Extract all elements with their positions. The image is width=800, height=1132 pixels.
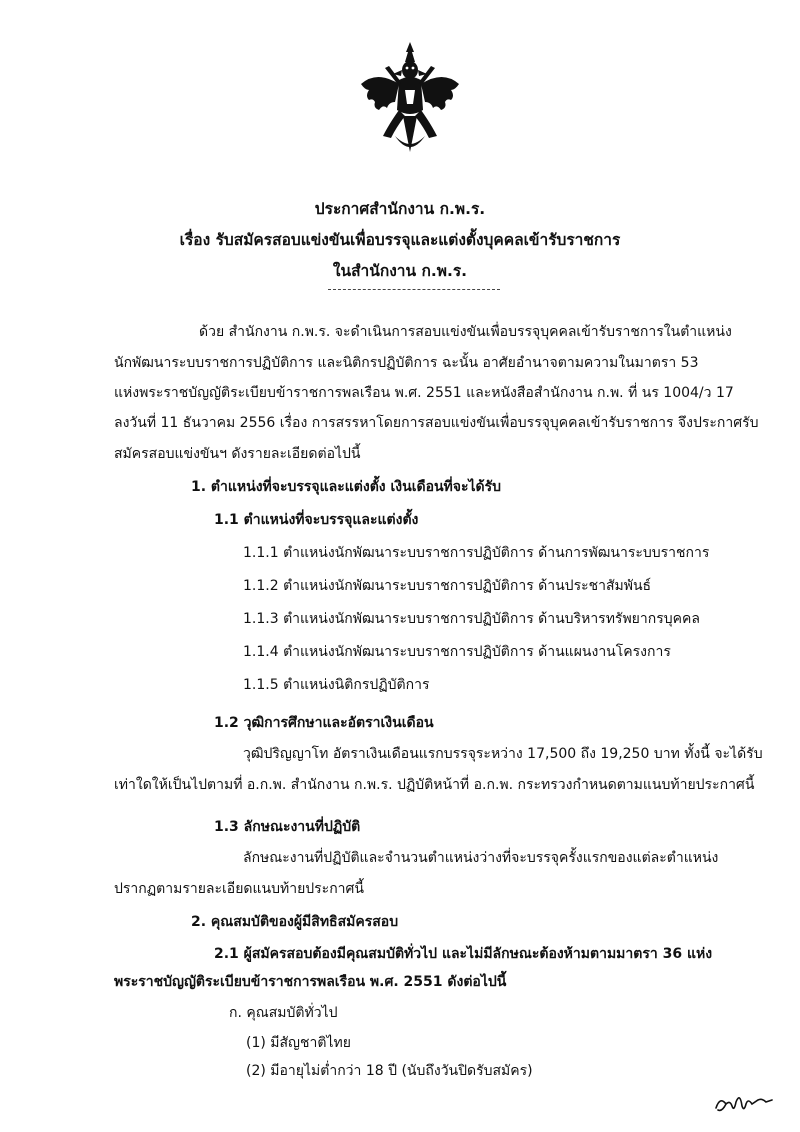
garuda-emblem — [355, 40, 465, 158]
duties-line: ลักษณะงานที่ปฏิบัติและจำนวนตำแหน่งว่างที่จะบรรจุครั้งแรกของแต่ละตำแหน่ง — [243, 850, 719, 866]
intro-line: สมัครสอบแข่งขันฯ ดังรายละเอียดต่อไปนี้ — [114, 446, 361, 462]
section-1-heading: 1. ตำแหน่งที่จะบรรจุและแต่งตั้ง เงินเดือนที่จะได้รับ — [191, 479, 502, 495]
section-2-1-line: พระราชบัญญัติระเบียบข้าราชการพลเรือน พ.ศ. 2551 ดังต่อไปนี้ — [114, 974, 507, 990]
position-item: 1.1.4 ตำแหน่งนักพัฒนาระบบราชการปฏิบัติการ ด้านแผนงานโครงการ — [243, 644, 671, 660]
general-qualifications-heading: ก. คุณสมบัติทั่วไป — [229, 1005, 338, 1021]
intro-line: ด้วย สำนักงาน ก.พ.ร. จะดำเนินการสอบแข่งขันเพื่อบรรจุบุคคลเข้ารับราชการในตำแหน่ง — [199, 324, 732, 340]
position-item: 1.1.3 ตำแหน่งนักพัฒนาระบบราชการปฏิบัติการ ด้านบริหารทรัพยากรบุคคล — [243, 611, 700, 627]
section-1-1-heading: 1.1 ตำแหน่งที่จะบรรจุและแต่งตั้ง — [214, 512, 419, 528]
duties-line: ปรากฏตามรายละเอียดแนบท้ายประกาศนี้ — [114, 881, 364, 897]
position-item: 1.1.5 ตำแหน่งนิติกรปฏิบัติการ — [243, 677, 430, 693]
salary-line: เท่าใดให้เป็นไปตามที่ อ.ก.พ. สำนักงาน ก.พ.ร. ปฏิบัติหน้าที่ อ.ก.พ. กระทรวงกำหนดตามแนบท้ายประกาศนี้ — [114, 777, 755, 793]
salary-line: วุฒิปริญญาโท อัตราเงินเดือนแรกบรรจุระหว่าง 17,500 ถึง 19,250 บาท ทั้งนี้ จะได้รับ — [243, 746, 763, 762]
section-1-3-heading: 1.3 ลักษณะงานที่ปฏิบัติ — [214, 819, 361, 835]
announcement-title: ประกาศสำนักงาน ก.พ.ร. — [314, 200, 486, 218]
section-2-1-line: 2.1 ผู้สมัครสอบต้องมีคุณสมบัติทั่วไป และไม่มีลักษณะต้องห้ามตามมาตรา 36 แห่ง — [214, 946, 713, 962]
intro-line: ลงวันที่ 11 ธันวาคม 2556 เรื่อง การสรรหาโดยการสอบแข่งขันเพื่อบรรจุบุคคลเข้ารับราชการ จึงประกาศรับ — [114, 415, 759, 431]
title-divider — [328, 289, 500, 290]
position-item: 1.1.2 ตำแหน่งนักพัฒนาระบบราชการปฏิบัติการ ด้านประชาสัมพันธ์ — [243, 578, 652, 594]
signature-initials — [712, 1082, 776, 1122]
intro-line: แห่งพระราชบัญญัติระเบียบข้าราชการพลเรือน พ.ศ. 2551 และหนังสือสำนักงาน ก.พ. ที่ นร 1004/ว 17 — [114, 385, 734, 401]
position-item: 1.1.1 ตำแหน่งนักพัฒนาระบบราชการปฏิบัติการ ด้านการพัฒนาระบบราชการ — [243, 545, 710, 561]
qualification-item: (1) มีสัญชาติไทย — [246, 1035, 351, 1051]
intro-line: นักพัฒนาระบบราชการปฏิบัติการ และนิติกรปฏิบัติการ ฉะนั้น อาศัยอำนาจตามความในมาตรา 53 — [114, 355, 699, 371]
section-1-2-heading: 1.2 วุฒิการศึกษาและอัตราเงินเดือน — [214, 715, 434, 731]
qualification-item: (2) มีอายุไม่ต่ำกว่า 18 ปี (นับถึงวันปิดรับสมัคร) — [246, 1063, 533, 1079]
announcement-agency: ในสำนักงาน ก.พ.ร. — [332, 262, 468, 280]
announcement-subject: เรื่อง รับสมัครสอบแข่งขันเพื่อบรรจุและแต่งตั้งบุคคลเข้ารับราชการ — [179, 231, 621, 249]
section-2-heading: 2. คุณสมบัติของผู้มีสิทธิสมัครสอบ — [191, 914, 399, 930]
